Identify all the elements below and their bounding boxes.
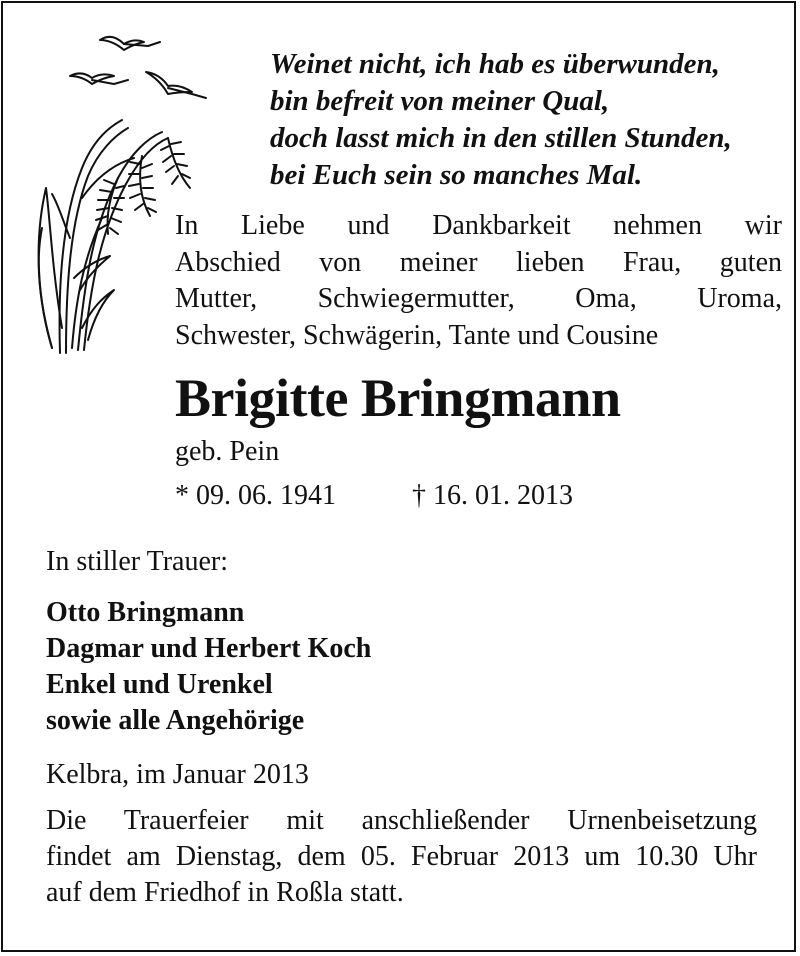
- paragraph-line: Abschied von meiner lieben Frau, guten: [175, 246, 782, 278]
- mourner-name: Enkel und Urenkel: [46, 669, 273, 700]
- service-line: auf dem Friedhof in Roßla statt.: [46, 877, 404, 908]
- bird-icon: [146, 72, 206, 98]
- grain-head-icon: [96, 178, 124, 234]
- poem-verse: [270, 46, 790, 194]
- mourners-list: [46, 595, 371, 739]
- place-and-date: Kelbra, im Januar 2013: [46, 759, 309, 790]
- mourner-name: Dagmar und Herbert Koch: [46, 633, 372, 664]
- mourner-name: sowie alle Angehörige: [46, 705, 305, 736]
- service-line: Die Trauerfeier mit anschließender Urnenbeisetzung: [46, 805, 757, 836]
- farewell-paragraph: [175, 208, 782, 354]
- poem-line: bei Euch sein so manches Mal.: [270, 159, 643, 191]
- grain-head-icon: [129, 156, 156, 216]
- death-date: † 16. 01. 2013: [412, 480, 573, 511]
- paragraph-line: Mutter, Schwiegermutter, Oma, Uroma,: [175, 283, 782, 314]
- birth-date: * 09. 06. 1941: [175, 480, 336, 511]
- poem-line: doch lasst mich in den stillen Stunden,: [270, 122, 732, 154]
- maiden-name: geb. Pein: [175, 436, 280, 467]
- paragraph-line: In Liebe und Dankbarkeit nehmen wir: [175, 210, 782, 241]
- paragraph-line: Schwester, Schwägerin, Tante und Cousine: [175, 319, 659, 351]
- poem-line: Weinet nicht, ich hab es überwunden,: [270, 48, 720, 80]
- service-line: findet am Dienstag, dem 05. Februar 2013 um 10.30 Uhr: [46, 841, 757, 872]
- funeral-service-info: [46, 803, 757, 911]
- mourning-label: In stiller Trauer:: [46, 546, 228, 577]
- poem-line: bin befreit von meiner Qual,: [270, 85, 610, 117]
- bird-icon: [100, 37, 160, 50]
- mourner-name: Otto Bringmann: [46, 597, 245, 628]
- deceased-name: Brigitte Bringmann: [175, 368, 621, 428]
- bird-icon: [70, 73, 128, 84]
- grain-head-icon: [161, 138, 190, 188]
